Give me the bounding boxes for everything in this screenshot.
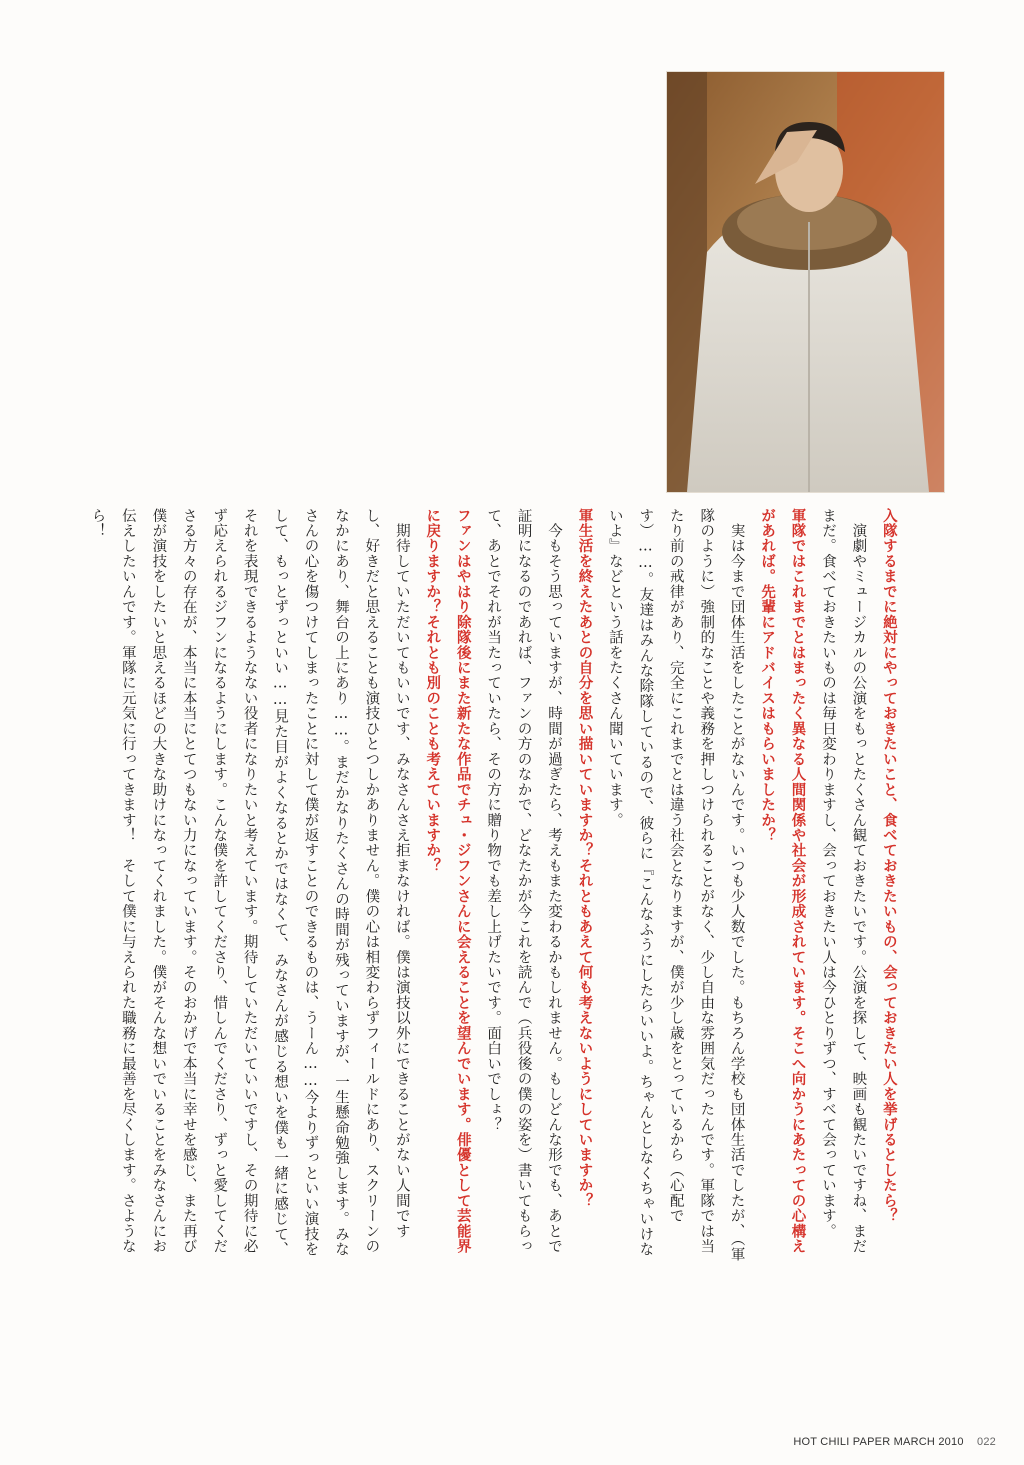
page-footer <box>793 1436 996 1448</box>
page-number: 022 <box>976 1436 996 1448</box>
question-3: 軍生活を終えたあとの自分を思い描いていますか？それともあえて何も考えないようにしていますか？ <box>576 508 594 1209</box>
answer-3: 今もそう思っていますが、時間が過ぎたら、考えもまた変わるかもしれません。もしどんな形でも、あとで証明になるのであれば、ファンの方のなかで、どなたかが今これを読んで（兵役後の僕の姿を）書いてもらって、あとでそれが当たっていたら、その方に贈り物でも差し上げたいです。面白いでしょ？ <box>485 508 562 1255</box>
interview-article <box>82 508 962 1268</box>
question-4: ファンはやはり除隊後にまた新たな作品でチュ・ジフンさんに会えることを望んでいます。俳優として芸能界に戻りますか？それとも別のことも考えていますか？ <box>424 508 472 1255</box>
answer-4: 期待していただいてもいいです、みなさんさえ拒まなければ。僕は演技以外にできることがない人間ですし、好きだと思えることも演技ひとつしかありません。僕の心は相変わらずフィールドにあり、スクリーンのなかにあり、舞台の上にあり……。まだかなりたくさんの時間が残っていますが、一生懸命勉強します。みなさんの心を傷つけてしまったことに対して僕が返すことのできるものは、うーん……今よりずっといい演技をして、もっとずっといい……見た目がよくなるとかではなくて、みなさんが感じる想いを僕も一緒に感じて、それを表現できるようなない役者になりたいと考えています。期待していただいていいですし、その期待に必ず応えられるジフンになるようにします。こんな僕を許してくださり、惜しんでくださり、ずっと愛してくださる方々の存在が、本当に本当にとてつもない力になっています。そのおかげで本当に幸せを感じ、また再び僕が演技をしたいと思えるほどの大きな助けになってくれました。僕がそんな想いでいることをみなさんにお伝えしたいんです。軍隊に元気に行ってきます！ そして僕に与えられた職務に最善を尽くします。さようなら！ <box>89 508 410 1258</box>
answer-2: 実は今まで団体生活をしたことがないんです。いつも少人数でした。もちろん学校も団体生活でしたが、（軍隊のように）強制的なことや義務を押しつけられることがなく、少し自由な雰囲気だったんです。軍隊では当たり前の戒律があり、完全にこれまでとは違う社会となりますが、僕が少し歳をとっているから（心配です）……。友達はみんな除隊しているので、彼らに『こんなふうにしたらいいよ。ちゃんとしなくちゃいけないよ』などという話をたくさん聞いています。 <box>606 508 745 1263</box>
magazine-title: HOT CHILI PAPER MARCH 2010 <box>793 1436 964 1448</box>
question-1: 入隊するまでに絶対にやっておきたいこと、食べておきたいもの、会っておきたい人を挙げるとしたら？ <box>880 508 898 1224</box>
portrait-photo <box>667 72 944 492</box>
question-2: 軍隊ではこれまでとはまったく異なる人間関係や社会が形成されています。そこへ向かうにあたっての心構えがあれば。先輩にアドバイスはもらいましたか？ <box>759 508 807 1255</box>
answer-1: 演劇やミュージカルの公演をもっとたくさん観ておきたいです。公演を探して、映画も観たいですね、まだまだ。食べておきたいものは毎日変わりますし、会っておきたい人は今ひとりずつ、すべて会っています。 <box>819 508 867 1255</box>
vertical-text-body <box>82 508 904 1268</box>
portrait-illustration <box>667 72 944 492</box>
